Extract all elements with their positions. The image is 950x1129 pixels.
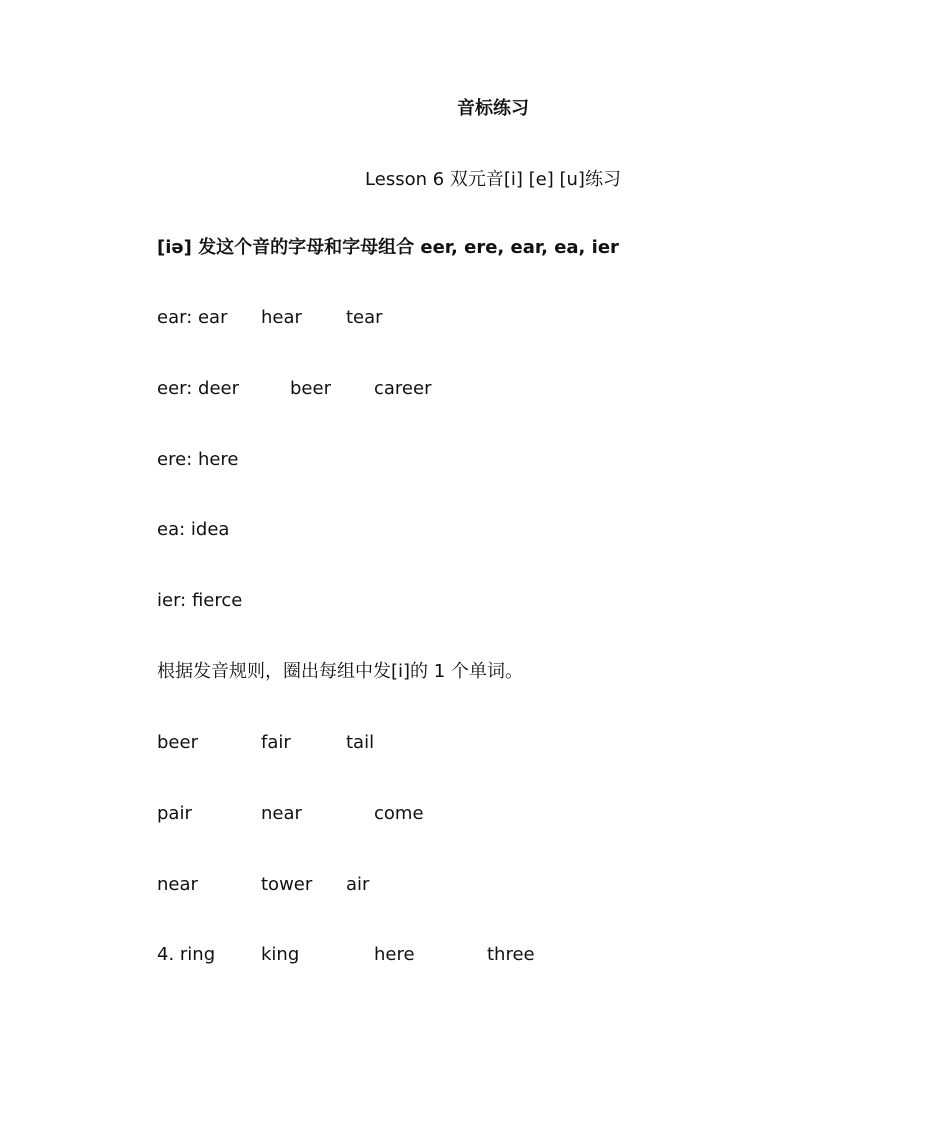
exercise-word: air <box>346 874 370 895</box>
example-word: ear: ear <box>157 307 228 328</box>
exercise-word: king <box>261 944 300 965</box>
exercise-word: three <box>487 944 535 965</box>
example-word: ere: here <box>157 449 239 470</box>
exercise-word: beer <box>157 732 198 753</box>
example-word: career <box>374 378 432 399</box>
example-word: beer <box>290 378 331 399</box>
example-word: eer: deer <box>157 378 239 399</box>
exercise-word: come <box>374 803 424 824</box>
document-title: 音标练习 <box>457 98 529 119</box>
exercise-word: near <box>261 803 302 824</box>
exercise-word: here <box>374 944 415 965</box>
example-word: tear <box>346 307 383 328</box>
exercise-word: pair <box>157 803 192 824</box>
exercise-instruction: 根据发音规则，圈出每组中发[i]的 1 个单词。 <box>157 661 523 682</box>
example-word: hear <box>261 307 302 328</box>
example-word: ea: idea <box>157 519 230 540</box>
lesson-subtitle: Lesson 6 双元音[i] [e] [u]练习 <box>365 169 621 190</box>
exercise-word: near <box>157 874 198 895</box>
example-word: ier: fierce <box>157 590 243 611</box>
exercise-word: 4. ring <box>157 944 216 965</box>
exercise-word: fair <box>261 732 291 753</box>
exercise-word: tail <box>346 732 375 753</box>
exercise-word: tower <box>261 874 313 895</box>
section-heading: [iə] 发这个音的字母和字母组合 eer, ere, ear, ea, ier <box>157 237 619 258</box>
